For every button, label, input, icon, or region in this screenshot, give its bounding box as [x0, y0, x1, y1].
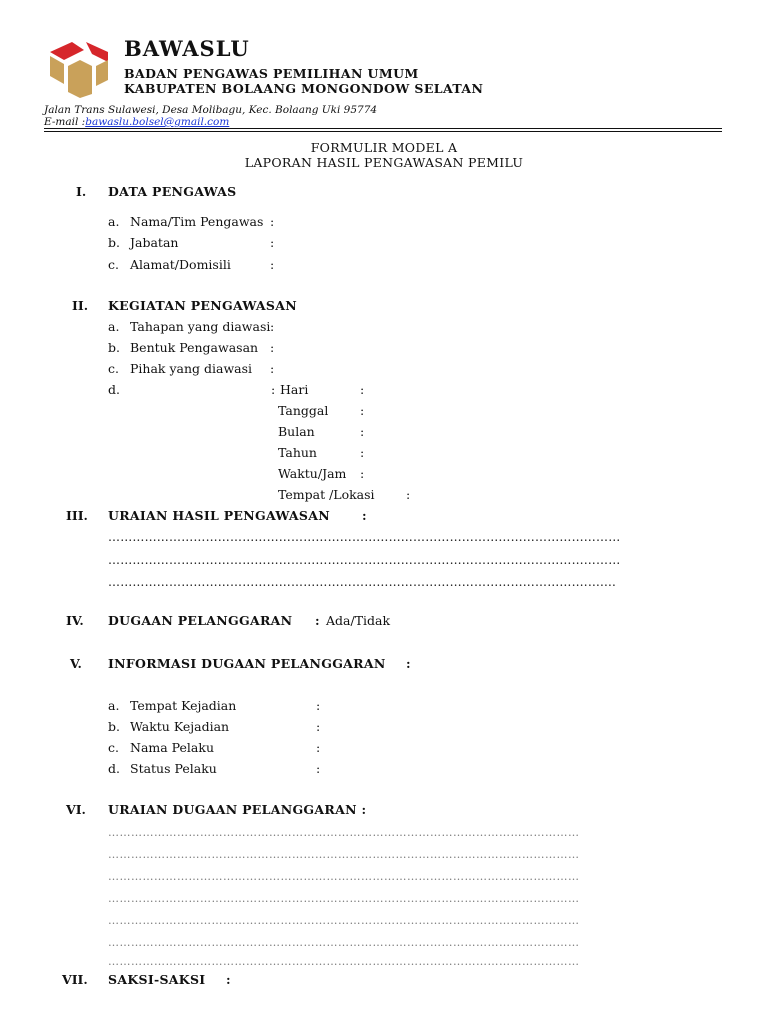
field-colon: :: [271, 382, 276, 397]
section-1-title: DATA PENGAWAS: [108, 184, 237, 199]
item-letter: d.: [108, 382, 120, 397]
field-colon: :: [360, 445, 365, 460]
field-colon: :: [270, 257, 275, 272]
field-label-nama-pelaku: Nama Pelaku: [130, 740, 214, 755]
field-label-tahapan: Tahapan yang diawasi: [130, 319, 271, 334]
section-2-title: KEGIATAN PENGAWASAN: [108, 298, 297, 313]
section-1-number: I.: [76, 184, 87, 199]
bawaslu-logo: [46, 38, 114, 98]
section-3-number: III.: [66, 508, 88, 523]
email-label: E-mail :: [44, 116, 86, 128]
field-colon: :: [315, 613, 320, 628]
item-letter: a.: [108, 214, 120, 229]
dotted-line: ……………………………………………………………………………………………………………: [108, 955, 580, 968]
field-colon: :: [316, 761, 321, 776]
item-letter: a.: [108, 698, 120, 713]
dotted-line: ……………………………………………………………………………………………………………: [108, 826, 580, 839]
field-label-bulan: Bulan: [278, 424, 315, 439]
item-letter: b.: [108, 340, 120, 355]
field-colon: :: [270, 319, 275, 334]
field-colon: :: [226, 972, 231, 987]
header-rule-bottom: [44, 131, 722, 132]
section-6-title: URAIAN DUGAAN PELANGGARAN :: [108, 802, 367, 817]
section-6-number: VI.: [66, 802, 86, 817]
field-label-status-pelaku: Status Pelaku: [130, 761, 217, 776]
field-label-nama: Nama/Tim Pengawas: [130, 214, 264, 229]
section-5-number: V.: [70, 656, 82, 671]
field-label-tempat: Tempat /Lokasi: [278, 487, 375, 502]
dotted-line: ……………………………………………………………………………………………………………: [108, 936, 580, 949]
email-line: [44, 116, 229, 128]
section-5-title: INFORMASI DUGAAN PELANGGARAN: [108, 656, 386, 671]
section-7-title: SAKSI-SAKSI: [108, 972, 206, 987]
address: Jalan Trans Sulawesi, Desa Molibagu, Kec. Bolaang Uki 95774: [44, 104, 378, 116]
header-rule-top: [44, 128, 722, 129]
dotted-line: ………………………………………………………………………………………………………………: [108, 530, 621, 544]
field-colon: :: [362, 508, 367, 523]
org-subtitle-1: BADAN PENGAWAS PEMILIHAN UMUM: [124, 66, 419, 81]
item-letter: a.: [108, 319, 120, 334]
form-subtitle: LAPORAN HASIL PENGAWASAN PEMILU: [244, 155, 524, 170]
field-colon: :: [406, 487, 411, 502]
org-subtitle-2: KABUPATEN BOLAANG MONGONDOW SELATAN: [124, 81, 484, 96]
field-colon: :: [316, 719, 321, 734]
field-label-bentuk: Bentuk Pengawasan: [130, 340, 259, 355]
field-colon: :: [270, 361, 275, 376]
section-4-title: DUGAAN PELANGGARAN: [108, 613, 293, 628]
section-3-title: URAIAN HASIL PENGAWASAN: [108, 508, 330, 523]
section-7-number: VII.: [62, 972, 88, 987]
field-colon: :: [270, 214, 275, 229]
field-value-ada-tidak: Ada/Tidak: [326, 613, 391, 628]
field-label-jabatan: Jabatan: [130, 235, 179, 250]
field-label-tahun: Tahun: [278, 445, 317, 460]
field-colon: :: [360, 403, 365, 418]
item-letter: b.: [108, 719, 120, 734]
section-4-number: IV.: [66, 613, 84, 628]
item-letter: b.: [108, 235, 120, 250]
email-link[interactable]: bawaslu.bolsel@gmail.com: [85, 116, 230, 128]
field-label-pihak: Pihak yang diawasi: [130, 361, 253, 376]
field-colon: :: [406, 656, 411, 671]
org-name: BAWASLU: [124, 36, 250, 61]
section-2-number: II.: [72, 298, 89, 313]
dotted-line: ……………………………………………………………………………………………………………: [108, 892, 580, 905]
field-colon: :: [360, 424, 365, 439]
field-colon: :: [270, 340, 275, 355]
field-colon: :: [316, 740, 321, 755]
dotted-line: ……………………………………………………………………………………………………….…....: [108, 575, 617, 589]
field-label-hari: Hari: [280, 382, 309, 397]
dotted-line: ………………………………………………………………………………………………………………: [108, 553, 621, 567]
field-colon: :: [316, 698, 321, 713]
field-label-waktu: Waktu/Jam: [278, 466, 347, 481]
field-colon: :: [360, 466, 365, 481]
field-colon: :: [270, 235, 275, 250]
field-label-tanggal: Tanggal: [278, 403, 329, 418]
item-letter: c.: [108, 257, 119, 272]
field-label-tempat-kejadian: Tempat Kejadian: [130, 698, 237, 713]
item-letter: d.: [108, 761, 120, 776]
dotted-line: ……………………………………………………………………………………………………………: [108, 914, 580, 927]
dotted-line: ……………………………………………………………………………………………………………: [108, 870, 580, 883]
item-letter: c.: [108, 740, 119, 755]
item-letter: c.: [108, 361, 119, 376]
form-title: FORMULIR MODEL A: [310, 140, 458, 155]
field-label-waktu-kejadian: Waktu Kejadian: [130, 719, 230, 734]
dotted-line: ……………………………………………………………………………………………………………: [108, 848, 580, 861]
field-colon: :: [360, 382, 365, 397]
field-label-alamat: Alamat/Domisili: [130, 257, 231, 272]
